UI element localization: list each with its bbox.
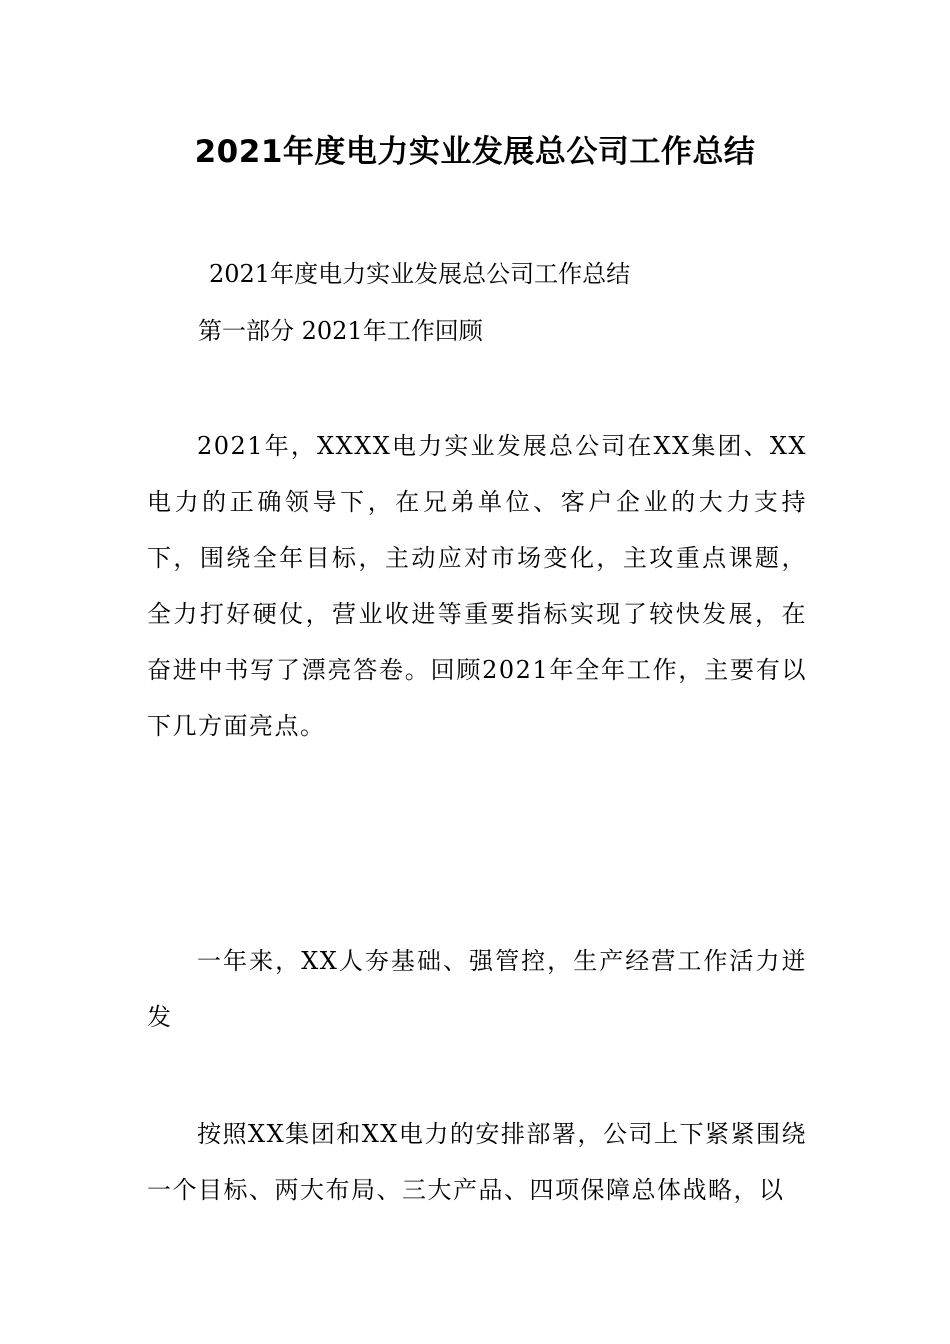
paragraph-review: 2021年，XXXX电力实业发展总公司在XX集团、XX电力的正确领导下，在兄弟单位、客户企业的大力支持下，围绕全年目标，主动应对市场变化，主攻重点课题，全力打好硬仗，营业收进等重要指标实现了较快发展，在奋进中书写了漂亮答卷。回顾2021年全年工作，主要有以下几方面亮点。 <box>147 432 807 740</box>
document-title: 2021年度电力实业发展总公司工作总结 <box>194 134 756 170</box>
paragraph-strategy: 按照XX集团和XX电力的安排部署，公司上下紧紧围绕一个目标、两大布局、三大产品、四项保障总体战略，以 <box>147 1120 807 1204</box>
document-subtitle: 2021年度电力实业发展总公司工作总结 <box>209 260 631 288</box>
paragraph-highlight: 一年来，XX人夯基础、强管控，生产经营工作活力迸发 <box>147 947 807 1031</box>
section-heading: 第一部分 2021年工作回顾 <box>198 317 483 345</box>
